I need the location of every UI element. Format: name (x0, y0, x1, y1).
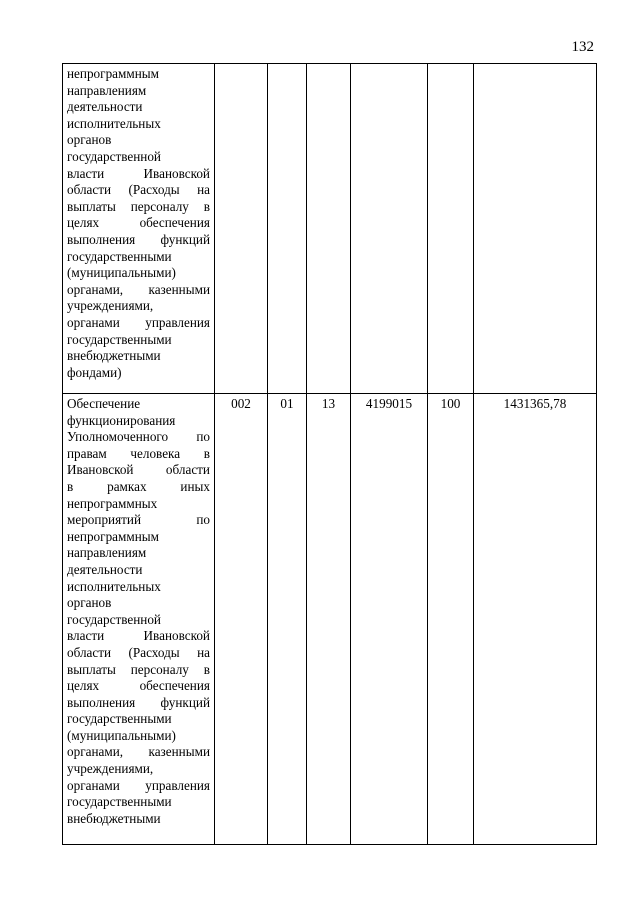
description-line: учреждениями, (67, 761, 154, 777)
description-line: выполнения функций (67, 694, 210, 710)
description-line: органами управления (67, 314, 210, 330)
description-line: государственными (67, 331, 172, 347)
description-line: органами управления (67, 777, 210, 793)
amount-cell (474, 64, 597, 394)
description-line: внебюджетными (67, 810, 161, 826)
description-line: государственной (67, 611, 161, 627)
description-line: мероприятий по (67, 512, 210, 528)
description-line: функционирования (67, 412, 176, 428)
description-line: власти Ивановской (67, 628, 210, 644)
description-line: целях обеспечения (67, 678, 210, 694)
description-line: в рамках иных (67, 478, 210, 494)
description-line: (муниципальными) (67, 265, 176, 281)
table-row (63, 394, 597, 845)
description-line: правам человека в (67, 445, 210, 461)
ministry-code-cell (215, 64, 268, 394)
description-line: органами, казенными (67, 281, 210, 297)
description-line: исполнительных (67, 578, 161, 594)
description-line: органами, казенными (67, 744, 210, 760)
description-line: государственными (67, 794, 172, 810)
description-line: деятельности (67, 561, 143, 577)
description-line: выполнения функций (67, 231, 210, 247)
target-article-cell (351, 64, 428, 394)
description-line: учреждениями, (67, 298, 154, 314)
description-line: направлениям (67, 545, 147, 561)
budget-table (62, 63, 597, 845)
expense-type-cell (428, 64, 474, 394)
page-number: 132 (571, 39, 594, 55)
description-line: направлениям (67, 82, 147, 98)
section-code-cell: 01 (268, 394, 307, 845)
description-line: выплаты персоналу в (67, 661, 210, 677)
section-code-cell (268, 64, 307, 394)
description-line: непрограммным (67, 528, 159, 544)
description-line: Обеспечение (67, 396, 141, 411)
description-line: внебюджетными (67, 348, 161, 364)
description-line: целях обеспечения (67, 215, 210, 231)
description-line: государственными (67, 248, 172, 264)
description-line: Уполномоченного по (67, 429, 210, 445)
description-cell (63, 394, 215, 845)
target-article-cell: 4199015 (351, 394, 428, 845)
description-line: органов (67, 132, 112, 148)
description-line: непрограммных (67, 495, 158, 511)
description-line: области (Расходы на (67, 644, 210, 660)
ministry-code-cell: 002 (215, 394, 268, 845)
description-line: (муниципальными) (67, 727, 176, 743)
subsection-code-cell: 13 (307, 394, 351, 845)
description-line: деятельности (67, 99, 143, 115)
description-line: фондами) (67, 364, 122, 380)
description-line: области (Расходы на (67, 182, 210, 198)
description-cell (63, 64, 215, 394)
subsection-code-cell (307, 64, 351, 394)
description-line: исполнительных (67, 115, 161, 131)
amount-cell: 1431365,78 (474, 394, 597, 845)
description-line: государственной (67, 148, 161, 164)
description-line: государственными (67, 711, 172, 727)
description-line: органов (67, 595, 112, 611)
description-line: выплаты персоналу в (67, 198, 210, 214)
description-line: Ивановской области (67, 462, 210, 478)
table-row (63, 64, 597, 394)
description-line: власти Ивановской (67, 165, 210, 181)
description-line: непрограммным (67, 66, 159, 81)
expense-type-cell: 100 (428, 394, 474, 845)
